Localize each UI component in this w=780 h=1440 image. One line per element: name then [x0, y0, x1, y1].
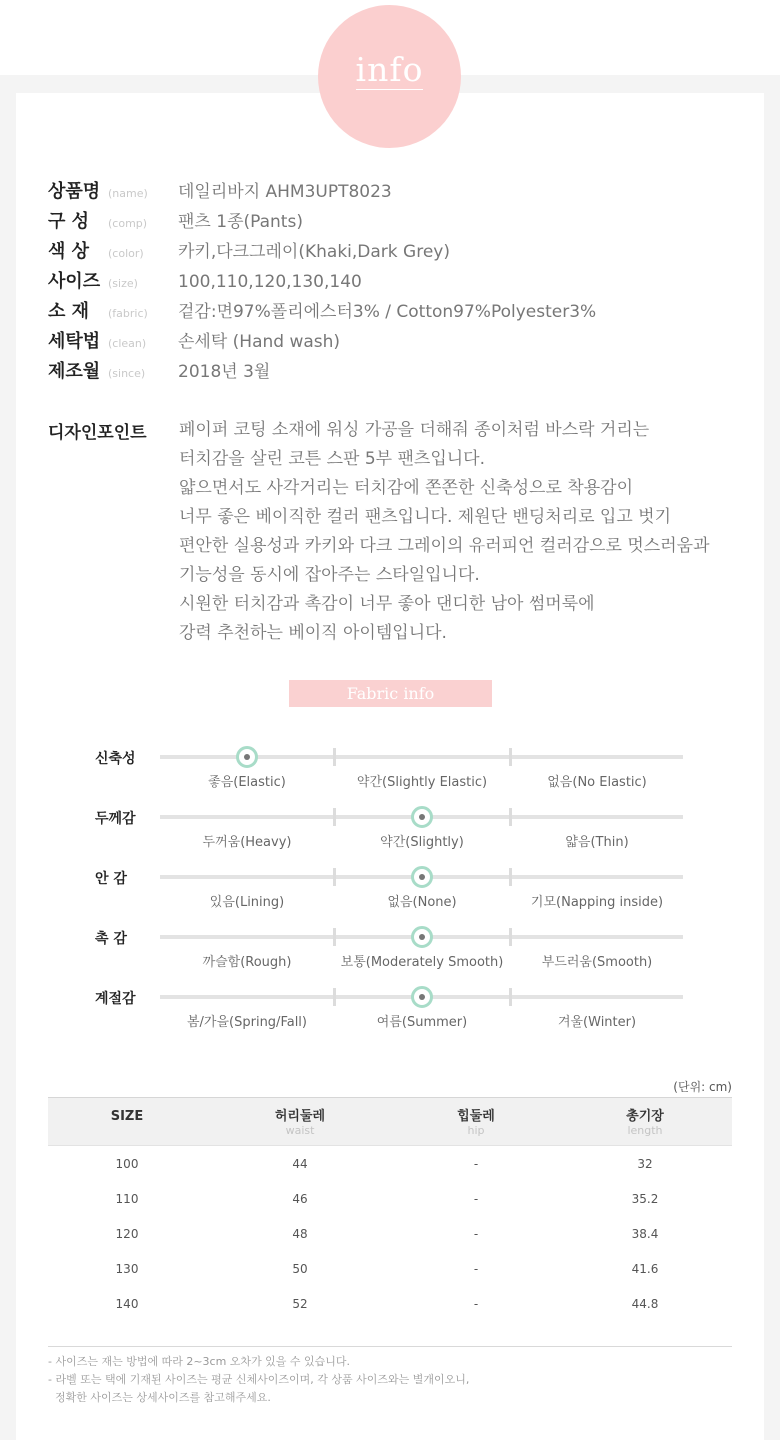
size-note: - 사이즈는 재는 방법에 따라 2~3cm 오차가 있을 수 있습니다.	[48, 1355, 351, 1368]
cell-length: 44.8	[631, 1297, 659, 1311]
scale-option-label: 까슬함(Rough)	[202, 955, 292, 970]
cell-waist: 52	[292, 1297, 308, 1311]
spec-label: 상품명	[48, 181, 101, 202]
header-waist	[200, 1098, 400, 1136]
cell-waist: 46	[292, 1192, 308, 1206]
design-point-line: 얇으면서도 사각거리는 터치감에 쫀쫀한 신축성으로 착용감이	[179, 478, 633, 498]
info-badge	[318, 5, 461, 148]
scale-marker-icon	[411, 986, 433, 1008]
scale-tick	[333, 808, 336, 826]
spec-label: 제조월	[48, 361, 101, 382]
spec-row-size	[48, 268, 362, 296]
header-length	[545, 1098, 745, 1136]
spec-value: 100,110,120,130,140	[178, 272, 362, 292]
scale-option-label: 봄/가을(Spring/Fall)	[186, 1015, 307, 1030]
spec-sublabel: (fabric)	[108, 307, 148, 320]
spec-sublabel: (name)	[108, 187, 148, 200]
design-point-label: 디자인포인트	[48, 423, 147, 443]
scale-option-label: 여름(Summer)	[376, 1015, 468, 1030]
cell-length: 41.6	[631, 1262, 659, 1276]
design-point-line: 페이퍼 코팅 소재에 워싱 가공을 더해줘 종이처럼 바스락 거리는	[179, 420, 650, 440]
design-point-line: 편안한 실용성과 카키와 다크 그레이의 유러피언 컬러감으로 멋스러움과	[179, 536, 710, 556]
scale-option-label: 겨울(Winter)	[557, 1015, 637, 1030]
cell-hip: -	[473, 1157, 479, 1171]
scale-option-label: 있음(Lining)	[209, 895, 285, 910]
cell-size: 120	[115, 1227, 139, 1241]
cell-hip: -	[473, 1227, 479, 1241]
scale-option-label: 없음(No Elastic)	[547, 775, 647, 790]
table-bottom-rule	[48, 1346, 732, 1347]
spec-value: 카키,다크그레이(Khaki,Dark Grey)	[178, 242, 450, 262]
size-table-header	[48, 1097, 732, 1146]
design-point-line: 터치감을 살린 코튼 스판 5부 팬츠입니다.	[179, 449, 485, 469]
scale-row-touch	[0, 925, 780, 975]
scale-row-thickness	[0, 805, 780, 855]
spec-row-name	[48, 178, 392, 206]
cell-size: 110	[115, 1192, 139, 1206]
cell-waist: 48	[292, 1227, 308, 1241]
spec-sublabel: (clean)	[108, 337, 147, 350]
spec-row-fabric	[48, 298, 596, 326]
scale-option-label: 기모(Napping inside)	[530, 895, 664, 910]
scale-tick	[509, 988, 512, 1006]
cell-hip: -	[473, 1192, 479, 1206]
table-row	[48, 1147, 732, 1182]
scale-label: 촉 감	[95, 931, 127, 947]
cell-size: 140	[115, 1297, 139, 1311]
scale-label: 안 감	[95, 871, 127, 887]
header-label: 힙둘레	[457, 1109, 495, 1124]
header-sublabel: hip	[467, 1124, 485, 1137]
scale-marker-icon	[411, 866, 433, 888]
table-row	[48, 1252, 732, 1287]
fabric-info-title: Fabric info	[289, 680, 492, 707]
scale-option-label: 약간(Slightly Elastic)	[356, 775, 488, 790]
scale-label: 신축성	[95, 751, 136, 767]
header-label: 허리둘레	[274, 1109, 326, 1124]
spec-label: 색 상	[48, 241, 90, 262]
size-unit: (단위: cm)	[673, 1080, 732, 1094]
scale-tick	[509, 868, 512, 886]
spec-row-color	[48, 238, 450, 266]
header-sublabel: waist	[285, 1124, 315, 1137]
spec-value: 겉감:면97%폴리에스터3% / Cotton97%Polyester3%	[178, 302, 597, 322]
design-point-text	[179, 416, 769, 648]
design-point-line: 기능성을 동시에 잡아주는 스타일입니다.	[179, 565, 480, 585]
header-sublabel: length	[627, 1124, 663, 1137]
spec-sublabel: (since)	[108, 367, 146, 380]
scale-row-season	[0, 985, 780, 1035]
scale-row-lining	[0, 865, 780, 915]
cell-size: 130	[115, 1262, 139, 1276]
spec-row-since	[48, 358, 270, 386]
spec-value: 손세탁 (Hand wash)	[178, 332, 341, 352]
cell-hip: -	[473, 1297, 479, 1311]
spec-value: 2018년 3월	[178, 362, 271, 382]
design-point-line: 시원한 터치감과 촉감이 너무 좋아 댄디한 남아 썸머룩에	[179, 594, 595, 614]
spec-value: 팬츠 1종(Pants)	[178, 212, 303, 232]
scale-marker-icon	[236, 746, 258, 768]
scale-tick	[509, 808, 512, 826]
header-label: 총기장	[626, 1109, 664, 1124]
table-row	[48, 1217, 732, 1252]
spec-row-clean	[48, 328, 340, 356]
scale-tick	[509, 928, 512, 946]
spec-row-comp	[48, 208, 303, 236]
scale-tick	[333, 748, 336, 766]
info-badge-text: info	[355, 50, 424, 89]
scale-option-label: 없음(None)	[387, 895, 457, 910]
cell-waist: 50	[292, 1262, 308, 1276]
table-row	[48, 1182, 732, 1217]
scale-label: 계절감	[95, 991, 136, 1007]
cell-length: 38.4	[631, 1227, 659, 1241]
header-size	[27, 1098, 227, 1125]
scale-option-label: 얇음(Thin)	[565, 835, 629, 850]
spec-label: 세탁법	[48, 331, 101, 352]
spec-sublabel: (color)	[108, 247, 144, 260]
spec-sublabel: (size)	[108, 277, 138, 290]
scale-tick	[333, 868, 336, 886]
spec-label: 사이즈	[48, 271, 101, 292]
scale-option-label: 부드러움(Smooth)	[541, 955, 653, 970]
scale-option-label: 보통(Moderately Smooth)	[340, 955, 504, 970]
cell-hip: -	[473, 1262, 479, 1276]
size-note: 정확한 사이즈는 상세사이즈를 참고해주세요.	[48, 1391, 271, 1404]
design-point-line: 강력 추천하는 베이직 아이템입니다.	[179, 623, 447, 643]
spec-label: 소 재	[48, 301, 90, 322]
cell-waist: 44	[292, 1157, 308, 1171]
cell-size: 100	[115, 1157, 139, 1171]
design-point-line: 너무 좋은 베이직한 컬러 팬츠입니다. 제원단 밴딩처리로 입고 벗기	[179, 507, 672, 527]
table-row	[48, 1287, 732, 1322]
scale-option-label: 좋음(Elastic)	[208, 775, 286, 790]
scale-label: 두께감	[95, 811, 136, 827]
spec-label: 구 성	[48, 211, 90, 232]
cell-length: 35.2	[631, 1192, 659, 1206]
scale-marker-icon	[411, 926, 433, 948]
size-note: - 라벨 또는 택에 기재된 사이즈는 평균 신체사이즈이며, 각 상품 사이즈와는 별개이오니,	[48, 1373, 470, 1386]
scale-option-label: 두꺼움(Heavy)	[202, 835, 292, 850]
scale-tick	[509, 748, 512, 766]
spec-value: 데일리바지 AHM3UPT8023	[178, 182, 392, 202]
header-label: SIZE	[110, 1109, 144, 1124]
cell-length: 32	[637, 1157, 653, 1171]
scale-row-elastic	[0, 745, 780, 795]
spec-sublabel: (comp)	[108, 217, 148, 230]
scale-option-label: 약간(Slightly)	[380, 835, 464, 850]
scale-tick	[333, 928, 336, 946]
scale-marker-icon	[411, 806, 433, 828]
scale-tick	[333, 988, 336, 1006]
